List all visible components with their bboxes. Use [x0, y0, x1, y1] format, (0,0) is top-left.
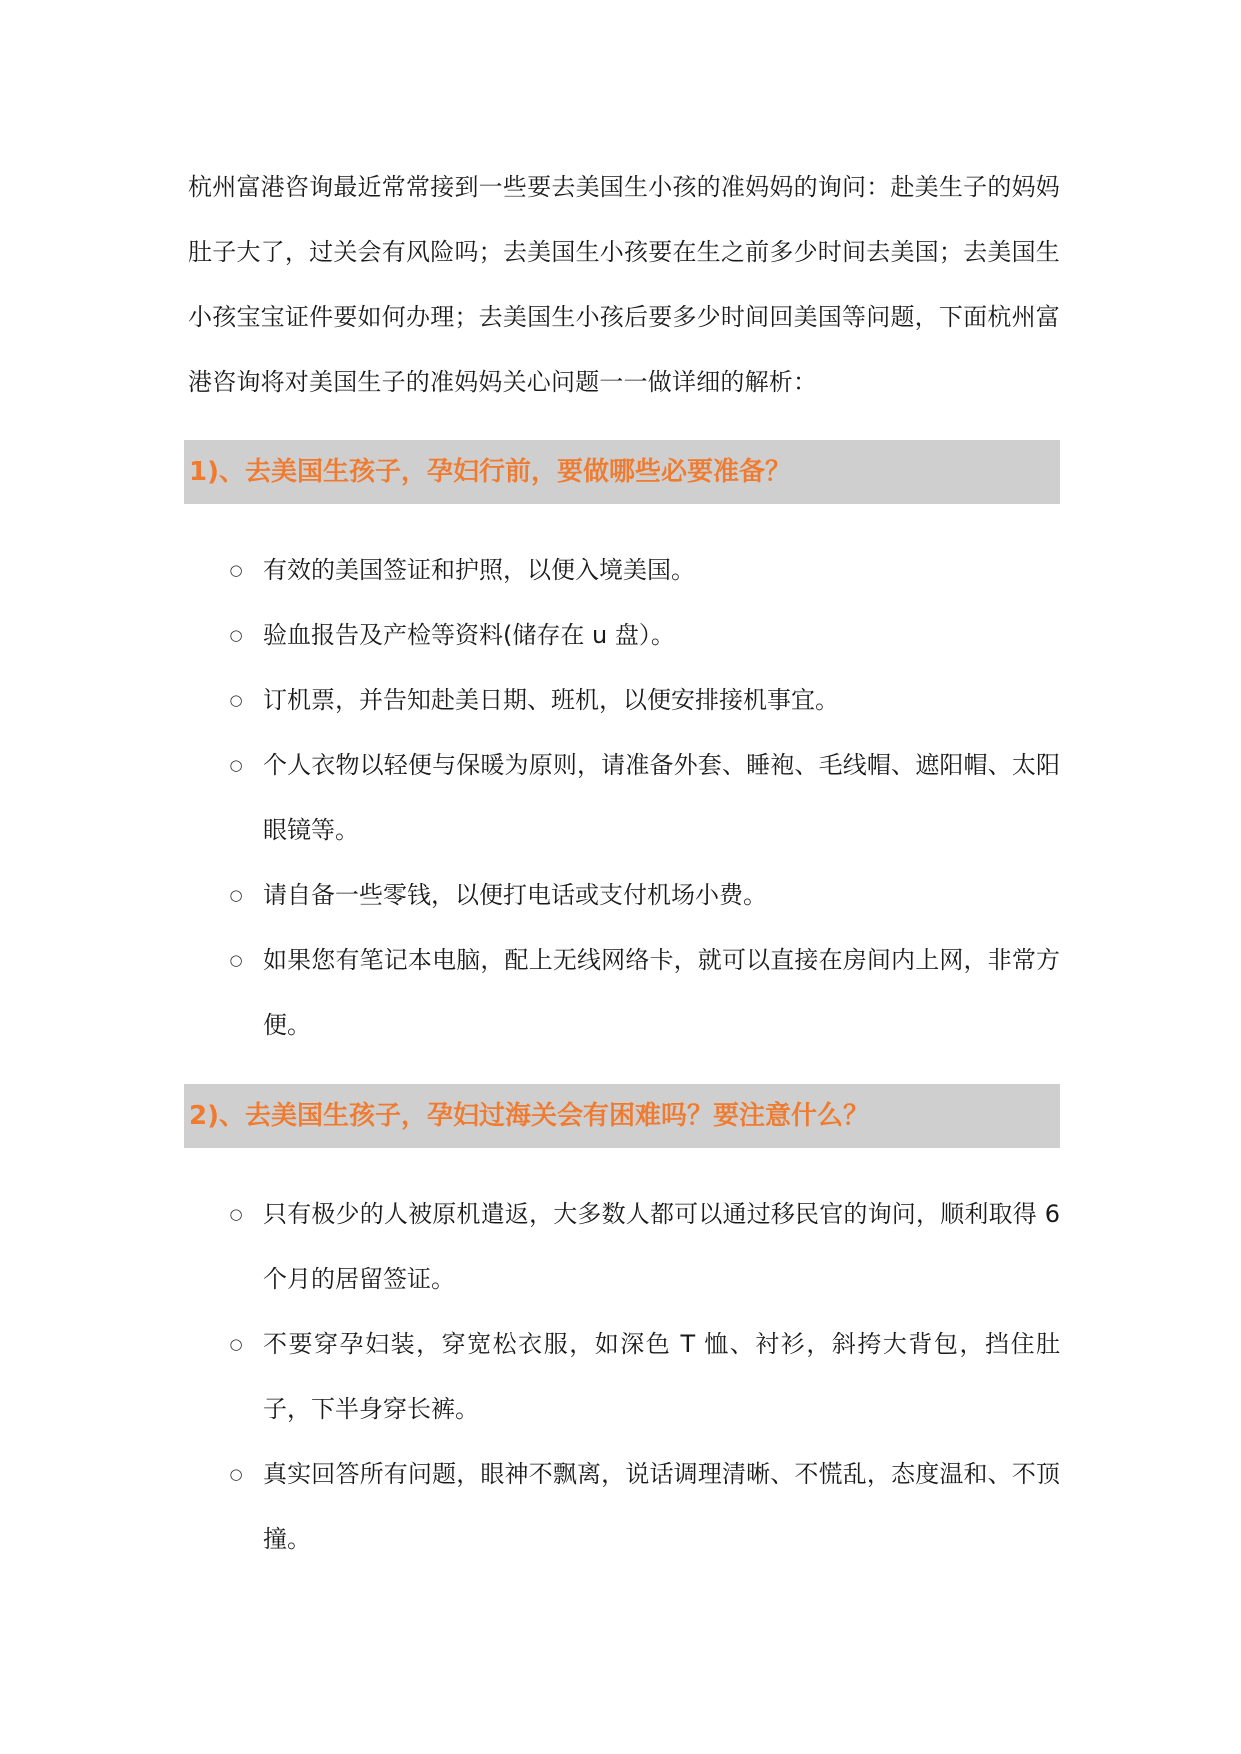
section-heading-customs: 2)、去美国生孩子，孕妇过海关会有困难吗？要注意什么？: [184, 1084, 1060, 1148]
list-item-text: 有效的美国签证和护照，以便入境美国。: [263, 556, 695, 584]
list-item: [220, 538, 1060, 603]
list-item: [220, 863, 1060, 928]
circle-bullet-icon: ○: [229, 1205, 243, 1223]
circle-bullet-icon: ○: [229, 691, 243, 709]
list-item-text: 验血报告及产检等资料(储存在 u 盘）。: [263, 621, 675, 649]
list-item: [220, 603, 1060, 668]
circle-bullet-icon: ○: [229, 1465, 243, 1483]
list-item-text: 只有极少的人被原机遣返，大多数人都可以通过移民官的询问，顺利取得 6 个月的居留签证。: [263, 1200, 1060, 1293]
circle-bullet-icon: ○: [229, 886, 243, 904]
list-item-text: 如果您有笔记本电脑，配上无线网络卡，就可以直接在房间内上网，非常方便。: [263, 946, 1060, 1039]
list-item: [220, 668, 1060, 733]
circle-bullet-icon: ○: [229, 756, 243, 774]
list-item: [220, 1312, 1060, 1442]
list-item: [220, 1182, 1060, 1312]
circle-bullet-icon: ○: [229, 561, 243, 579]
list-item-text: 不要穿孕妇装，穿宽松衣服，如深色 T 恤、衬衫，斜挎大背包，挡住肚子，下半身穿长裤。: [263, 1330, 1060, 1423]
list-item-text: 订机票，并告知赴美日期、班机，以便安排接机事宜。: [263, 686, 839, 714]
section-heading-preparation: 1)、去美国生孩子，孕妇行前，要做哪些必要准备？: [184, 440, 1060, 504]
list-item: [220, 733, 1060, 863]
list-item-text: 个人衣物以轻便与保暖为原则，请准备外套、睡袍、毛线帽、遮阳帽、太阳眼镜等。: [263, 751, 1060, 844]
list-item-text: 请自备一些零钱，以便打电话或支付机场小费。: [263, 881, 767, 909]
circle-bullet-icon: ○: [229, 1335, 243, 1353]
list-item: [220, 928, 1060, 1058]
preparation-list: [220, 538, 1060, 1058]
list-item-text: 真实回答所有问题，眼神不飘离，说话调理清晰、不慌乱，态度温和、不顶撞。: [263, 1460, 1060, 1553]
customs-list: [220, 1182, 1060, 1572]
circle-bullet-icon: ○: [229, 626, 243, 644]
intro-paragraph: 杭州富港咨询最近常常接到一些要去美国生小孩的准妈妈的询问：赴美生子的妈妈肚子大了，过关会有风险吗；去美国生小孩要在生之前多少时间去美国；去美国生小孩宝宝证件要如何办理；去美国生小孩后要多少时间回美国等问题，下面杭州富港咨询将对美国生子的准妈妈关心问题一一做详细的解析：: [188, 173, 1060, 396]
circle-bullet-icon: ○: [229, 951, 243, 969]
list-item: [220, 1442, 1060, 1572]
